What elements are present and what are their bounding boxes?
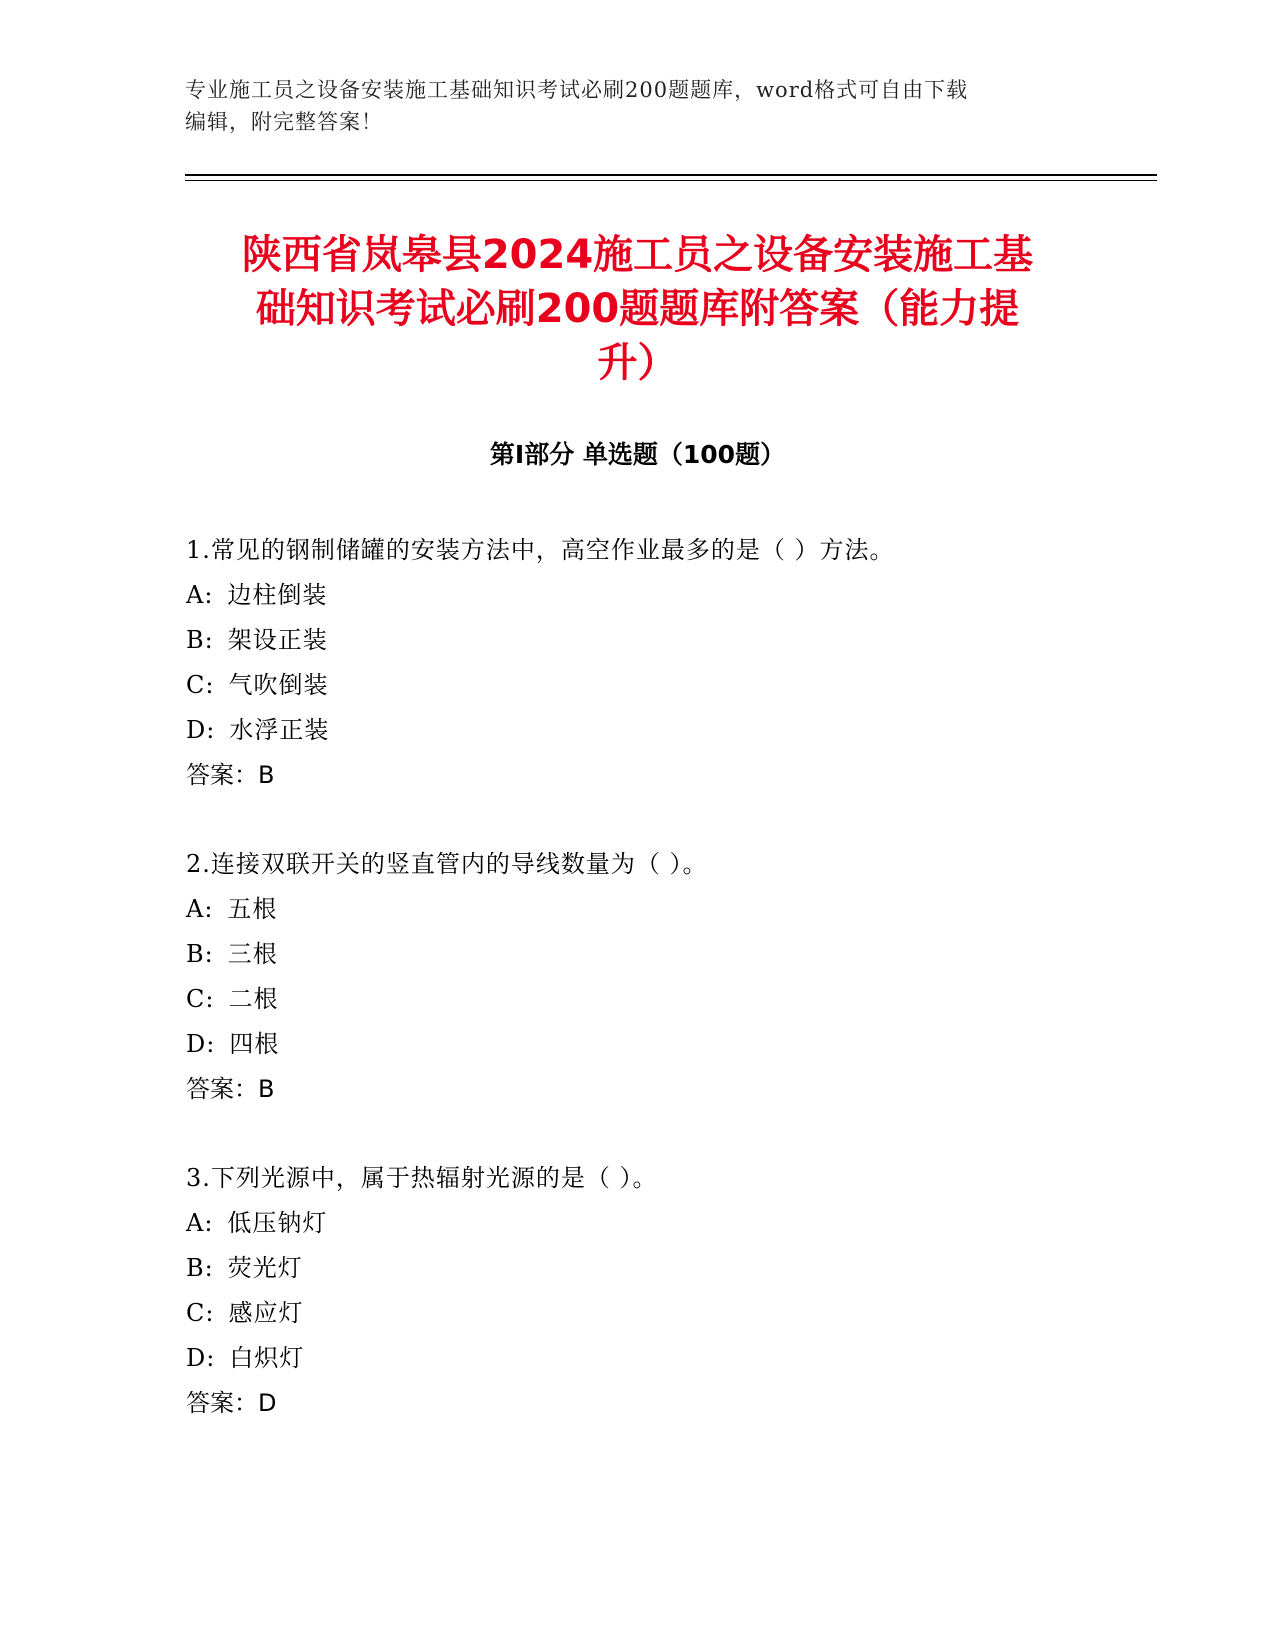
answer-line: 答案：B [186,761,275,789]
document-title-line-2: 础知识考试必刷200题题库附答案（能力提 [255,286,1020,332]
option-c [186,977,1136,1022]
option-label: B: [186,1254,214,1282]
option-text: 架设正装 [227,626,328,654]
option-d [186,1022,1136,1067]
option-text: 低压钠灯 [227,1209,328,1237]
option-a [186,1201,1136,1246]
option-b [186,932,1136,977]
document-title [160,228,1115,390]
question-stem: 3.下列光源中，属于热辐射光源的是（ ）。 [186,1164,658,1192]
question-1 [186,528,1136,798]
question-2 [186,842,1136,1112]
option-label: B: [186,940,214,968]
option-text: 白炽灯 [229,1344,305,1372]
document-title-line-1: 陕西省岚皋县2024施工员之设备安装施工基 [241,232,1034,278]
question-stem: 1.常见的钢制储罐的安装方法中，高空作业最多的是（ ）方法。 [186,536,895,564]
header-note-line-1: 专业施工员之设备安装施工基础知识考试必刷200题题库，word格式可自由下载 [185,78,969,102]
option-label: D: [186,1344,216,1372]
header-divider-thin [185,180,1157,181]
option-c [186,663,1136,708]
option-text: 四根 [229,1030,280,1058]
option-c [186,1291,1136,1336]
option-label: A: [186,1209,214,1237]
option-text: 二根 [228,985,279,1013]
header-note [185,74,1065,138]
section-heading: 第Ⅰ部分 单选题（100题） [489,440,786,469]
option-text: 五根 [227,895,278,923]
option-text: 荧光灯 [227,1254,303,1282]
option-label: C: [186,985,215,1013]
option-label: D: [186,1030,216,1058]
question-stem: 2.连接双联开关的竖直管内的导线数量为（ ）。 [186,850,708,878]
option-text: 气吹倒装 [228,671,329,699]
option-d [186,708,1136,753]
option-label: A: [186,895,214,923]
option-label: A: [186,581,214,609]
question-list [186,528,1136,1470]
header-divider-thick [185,174,1157,176]
option-a [186,887,1136,932]
option-d [186,1336,1136,1381]
question-3 [186,1156,1136,1426]
option-text: 边柱倒装 [227,581,328,609]
option-label: B: [186,626,214,654]
option-text: 三根 [227,940,278,968]
option-b [186,1246,1136,1291]
option-label: C: [186,671,215,699]
option-b [186,618,1136,663]
option-text: 水浮正装 [229,716,330,744]
answer-line: 答案：D [186,1389,277,1417]
option-label: D: [186,716,216,744]
option-a [186,573,1136,618]
header-note-line-2: 编辑，附完整答案！ [185,110,383,134]
option-label: C: [186,1299,215,1327]
answer-line: 答案：B [186,1075,275,1103]
document-title-line-3: 升） [597,340,678,386]
option-text: 感应灯 [228,1299,304,1327]
